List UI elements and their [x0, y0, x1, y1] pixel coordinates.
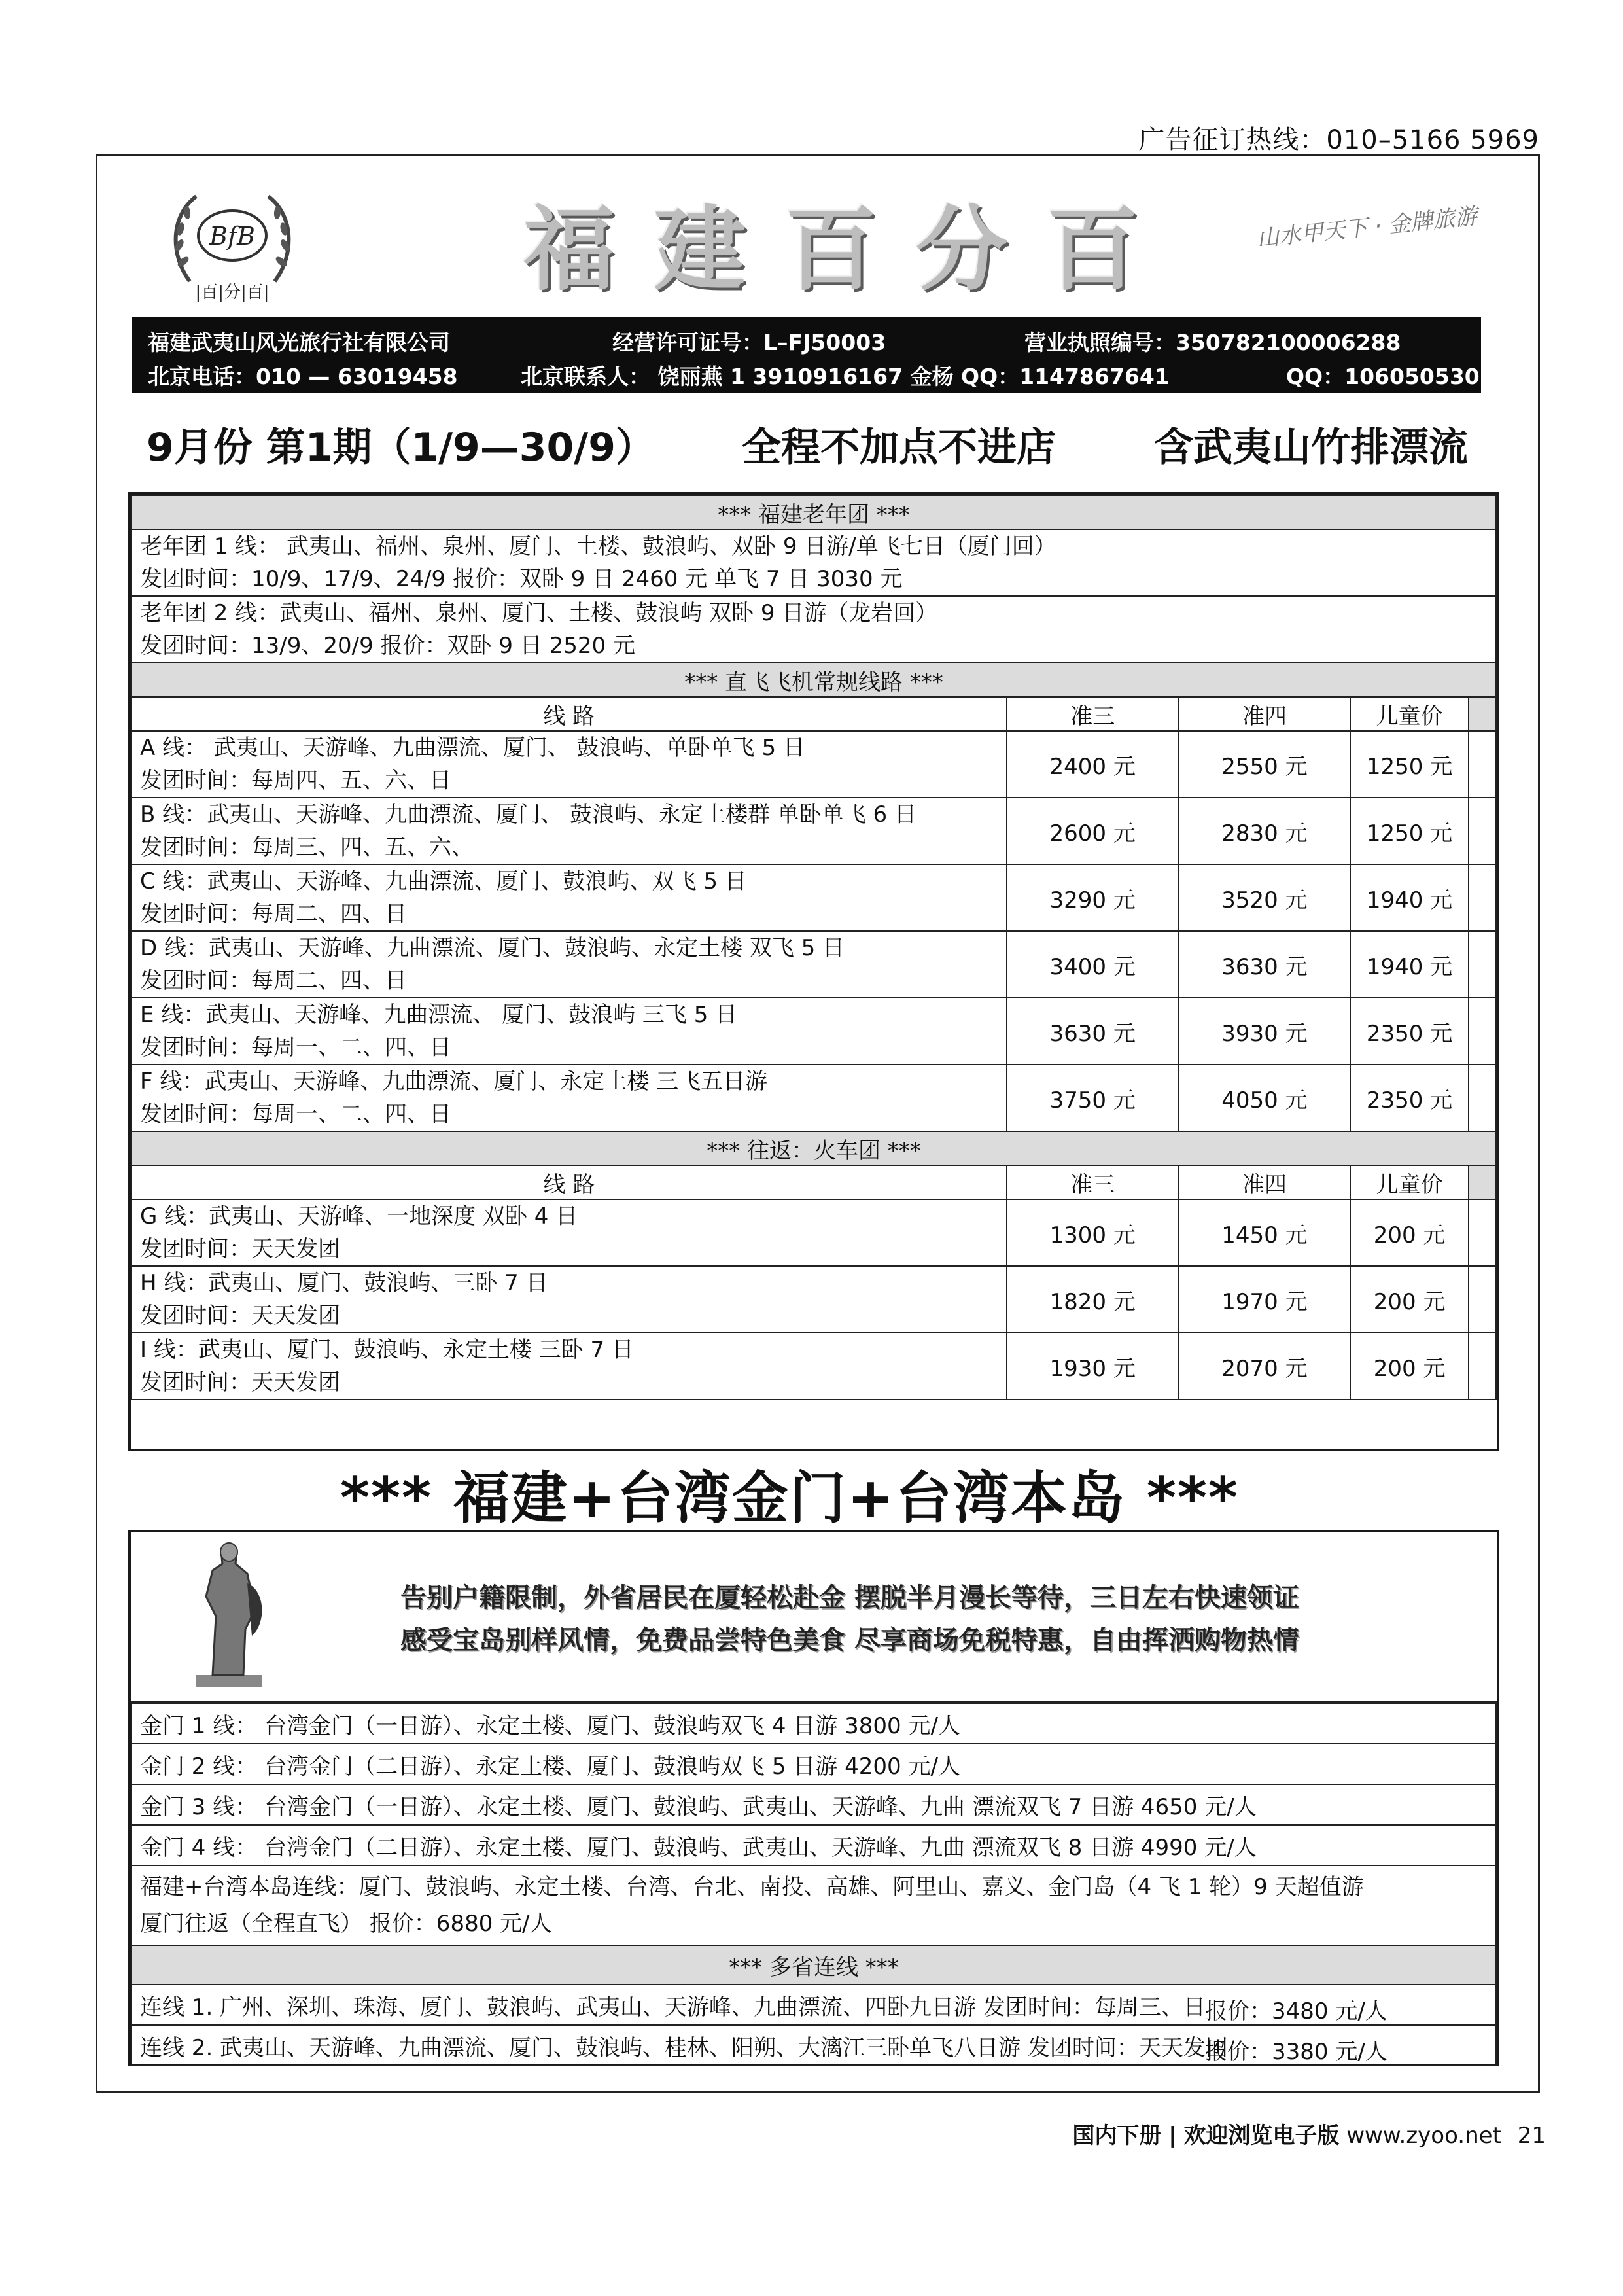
kinmen-route-1: 金门 1 线： 台湾金门（一日游）、永定土楼、厦门、鼓浪屿双飞 4 日游 3800 元/人	[131, 1703, 1496, 1744]
table-row	[131, 864, 1496, 931]
multi-section-title: *** 多省连线 ***	[131, 1945, 1496, 1985]
price-std4: 2830 元	[1179, 798, 1351, 864]
price-std3: 3750 元	[1007, 1065, 1179, 1131]
island-route-detail: 厦门往返（全程直飞） 报价：6880 元/人	[140, 1911, 552, 1937]
multi-route-2: 连线 2. 武夷山、天游峰、九曲漂流、厦门、鼓浪屿、桂林、阳朔、大漓江三卧单飞八日游 发团时间：天天发团	[140, 2034, 1228, 2061]
price-std3: 1300 元	[1007, 1199, 1179, 1266]
price-child: 1250 元	[1350, 798, 1469, 864]
price-std4: 2550 元	[1179, 731, 1351, 798]
taiwan-banner: *** 福建+台湾金门+台湾本岛 ***	[340, 1466, 1239, 1531]
price-std3: 3630 元	[1007, 998, 1179, 1065]
price-std3: 2600 元	[1007, 798, 1179, 864]
no-store-slogan: 全程不加点不进店	[742, 425, 1056, 470]
col-child: 儿童价	[1350, 1165, 1469, 1199]
price-child: 200 元	[1350, 1199, 1469, 1266]
route-line: D 线：武夷山、天游峰、九曲漂流、厦门、鼓浪屿、永定土楼 双飞 5 日	[140, 935, 845, 961]
price-std4: 1970 元	[1179, 1266, 1351, 1333]
table-row	[131, 998, 1496, 1065]
multi-price-2: 报价：3380 元/人	[1205, 2039, 1387, 2065]
logo-mark: BfB	[209, 222, 255, 251]
price-std4: 3930 元	[1179, 998, 1351, 1065]
price-child: 2350 元	[1350, 998, 1469, 1065]
footer-url[interactable]: www.zyoo.net	[1346, 2123, 1501, 2149]
price-std4: 3520 元	[1179, 864, 1351, 931]
footer-separator: |	[1168, 2123, 1177, 2149]
price-std4: 2070 元	[1179, 1333, 1351, 1400]
route-time: 发团时间：每周三、四、五、六、	[140, 834, 474, 860]
col-std3: 准三	[1007, 697, 1179, 731]
route-time: 发团时间：每周一、二、四、日	[140, 1101, 451, 1127]
footer-welcome: 欢迎浏览电子版	[1183, 2123, 1340, 2149]
col-child: 儿童价	[1350, 697, 1469, 731]
route-time: 发团时间：每周四、五、六、日	[140, 768, 451, 794]
license-number: 经营许可证号：L–FJ50003	[612, 330, 886, 355]
route-line: C 线：武夷山、天游峰、九曲漂流、厦门、鼓浪屿、双飞 5 日	[140, 868, 747, 894]
hotline: 广告征订热线：010–5166 5969	[1138, 125, 1539, 155]
route-time: 发团时间：每周二、四、日	[140, 901, 407, 927]
price-std3: 2400 元	[1007, 731, 1179, 798]
footer-section: 国内下册	[1072, 2123, 1162, 2149]
senior-route-2-detail: 发团时间：13/9、20/9 报价：双卧 9 日 2520 元	[140, 633, 635, 659]
price-std3: 3290 元	[1007, 864, 1179, 931]
col-std3: 准三	[1007, 1165, 1179, 1199]
kinmen-route-3: 金门 3 线： 台湾金门（一日游）、永定土楼、厦门、鼓浪屿、武夷山、天游峰、九曲 漂流双飞 7 日游 4650 元/人	[131, 1784, 1496, 1825]
brand-title: 福建百分百	[523, 196, 1178, 304]
contact-qq: QQ：1060505302	[1286, 364, 1495, 389]
logo-sub: |百|分|百|	[195, 283, 270, 302]
promo-line-1: 告别户籍限制，外省居民在厦轻松赴金 摆脱半月漫长等待，三日左右快速领证	[400, 1583, 1299, 1613]
price-child: 200 元	[1350, 1333, 1469, 1400]
price-std4: 1450 元	[1179, 1199, 1351, 1266]
train-section-title: *** 往返：火车团 ***	[131, 1131, 1496, 1165]
price-std3: 1930 元	[1007, 1333, 1179, 1400]
route-time: 发团时间：天天发团	[140, 1369, 340, 1396]
page-number: 21	[1517, 2123, 1546, 2149]
promo-line-2: 感受宝岛别样风情，免费品尝特色美食 尽享商场免税特惠，自由挥洒购物热情	[400, 1625, 1299, 1655]
table-row	[131, 931, 1496, 998]
price-std4: 4050 元	[1179, 1065, 1351, 1131]
price-std3: 1820 元	[1007, 1266, 1179, 1333]
price-child: 1940 元	[1350, 864, 1469, 931]
company-info-bar	[132, 317, 1495, 393]
route-line: I 线：武夷山、厦门、鼓浪屿、永定土楼 三卧 7 日	[140, 1337, 634, 1363]
price-child: 1940 元	[1350, 931, 1469, 998]
flight-section-title: *** 直飞飞机常规线路 ***	[131, 663, 1496, 697]
route-line: F 线：武夷山、天游峰、九曲漂流、厦门、永定土楼 三飞五日游	[140, 1069, 768, 1095]
issue-period: 9月份 第1期（1/9—30/9）	[147, 425, 655, 470]
table-row	[131, 529, 1496, 596]
col-std4: 准四	[1179, 697, 1351, 731]
company-name: 福建武夷山风光旅行社有限公司	[148, 330, 450, 355]
route-line: G 线：武夷山、天游峰、一地深度 双卧 4 日	[140, 1203, 578, 1229]
route-time: 发团时间：每周一、二、四、日	[140, 1034, 451, 1061]
island-route: 福建+台湾本岛连线：厦门、鼓浪屿、永定土楼、台湾、台北、南投、高雄、阿里山、嘉义、金门岛（4 飞 1 轮）9 天超值游	[140, 1874, 1364, 1900]
slogan: 山水甲天下 · 金牌旅游	[1255, 203, 1478, 253]
rafting-slogan: 含武夷山竹排漂流	[1154, 425, 1468, 470]
multi-price-1: 报价：3480 元/人	[1205, 1998, 1387, 2024]
promo-box	[131, 1532, 1497, 1703]
senior-route-1-detail: 发团时间：10/9、17/9、24/9 报价：双卧 9 日 2460 元 单飞 7 日 3030 元	[140, 566, 903, 592]
price-std3: 3400 元	[1007, 931, 1179, 998]
route-line: E 线：武夷山、天游峰、九曲漂流、 厦门、鼓浪屿 三飞 5 日	[140, 1002, 738, 1028]
price-child: 1250 元	[1350, 731, 1469, 798]
table-row	[131, 731, 1496, 798]
beijing-contact: 北京联系人： 饶丽燕 1 3910916167 金杨 QQ：1147867641	[521, 364, 1170, 389]
route-line: H 线：武夷山、厦门、鼓浪屿、三卧 7 日	[140, 1270, 548, 1296]
route-line: B 线：武夷山、天游峰、九曲漂流、厦门、 鼓浪屿、永定土楼群 单卧单飞 6 日	[140, 802, 916, 828]
senior-route-1: 老年团 1 线： 武夷山、福州、泉州、厦门、土楼、鼓浪屿、双卧 9 日游/单飞七日（厦门回）	[140, 533, 1056, 559]
senior-section-title: *** 福建老年团 ***	[131, 495, 1496, 529]
route-time: 发团时间：天天发团	[140, 1236, 340, 1262]
col-std4: 准四	[1179, 1165, 1351, 1199]
senior-route-2: 老年团 2 线：武夷山、福州、泉州、厦门、土楼、鼓浪屿 双卧 9 日游（龙岩回）	[140, 600, 938, 626]
table-row	[131, 1985, 1496, 2025]
table-row	[131, 2025, 1496, 2066]
route-time: 发团时间：天天发团	[140, 1303, 340, 1329]
kinmen-route-4: 金门 4 线： 台湾金门（二日游）、永定土楼、厦门、鼓浪屿、武夷山、天游峰、九曲 漂流双飞 8 日游 4990 元/人	[131, 1825, 1496, 1865]
bfb-logo	[164, 183, 301, 308]
statue-image	[190, 1538, 268, 1688]
beijing-phone: 北京电话：010 — 63019458	[148, 364, 458, 389]
col-route: 线 路	[131, 1165, 1007, 1199]
kinmen-route-2: 金门 2 线： 台湾金门（二日游）、永定土楼、厦门、鼓浪屿双飞 5 日游 4200 元/人	[131, 1744, 1496, 1784]
footer	[1072, 2117, 1546, 2149]
table-row	[131, 1266, 1496, 1333]
multi-route-1: 连线 1. 广州、深圳、珠海、厦门、鼓浪屿、武夷山、天游峰、九曲漂流、四卧九日游 发团时间：每周三、日	[140, 1994, 1206, 2021]
route-time: 发团时间：每周二、四、日	[140, 968, 407, 994]
price-child: 2350 元	[1350, 1065, 1469, 1131]
route-line: A 线： 武夷山、天游峰、九曲漂流、厦门、 鼓浪屿、单卧单飞 5 日	[140, 735, 805, 761]
table-row	[131, 1199, 1496, 1266]
price-child: 200 元	[1350, 1266, 1469, 1333]
col-route: 线 路	[131, 697, 1007, 731]
table-row	[131, 1333, 1496, 1400]
table-row	[131, 798, 1496, 864]
tours-panel	[128, 492, 1499, 1451]
table-row	[131, 596, 1496, 663]
business-license: 营业执照编号：350782100006288	[1024, 330, 1401, 355]
table-row	[131, 1065, 1496, 1131]
price-std4: 3630 元	[1179, 931, 1351, 998]
